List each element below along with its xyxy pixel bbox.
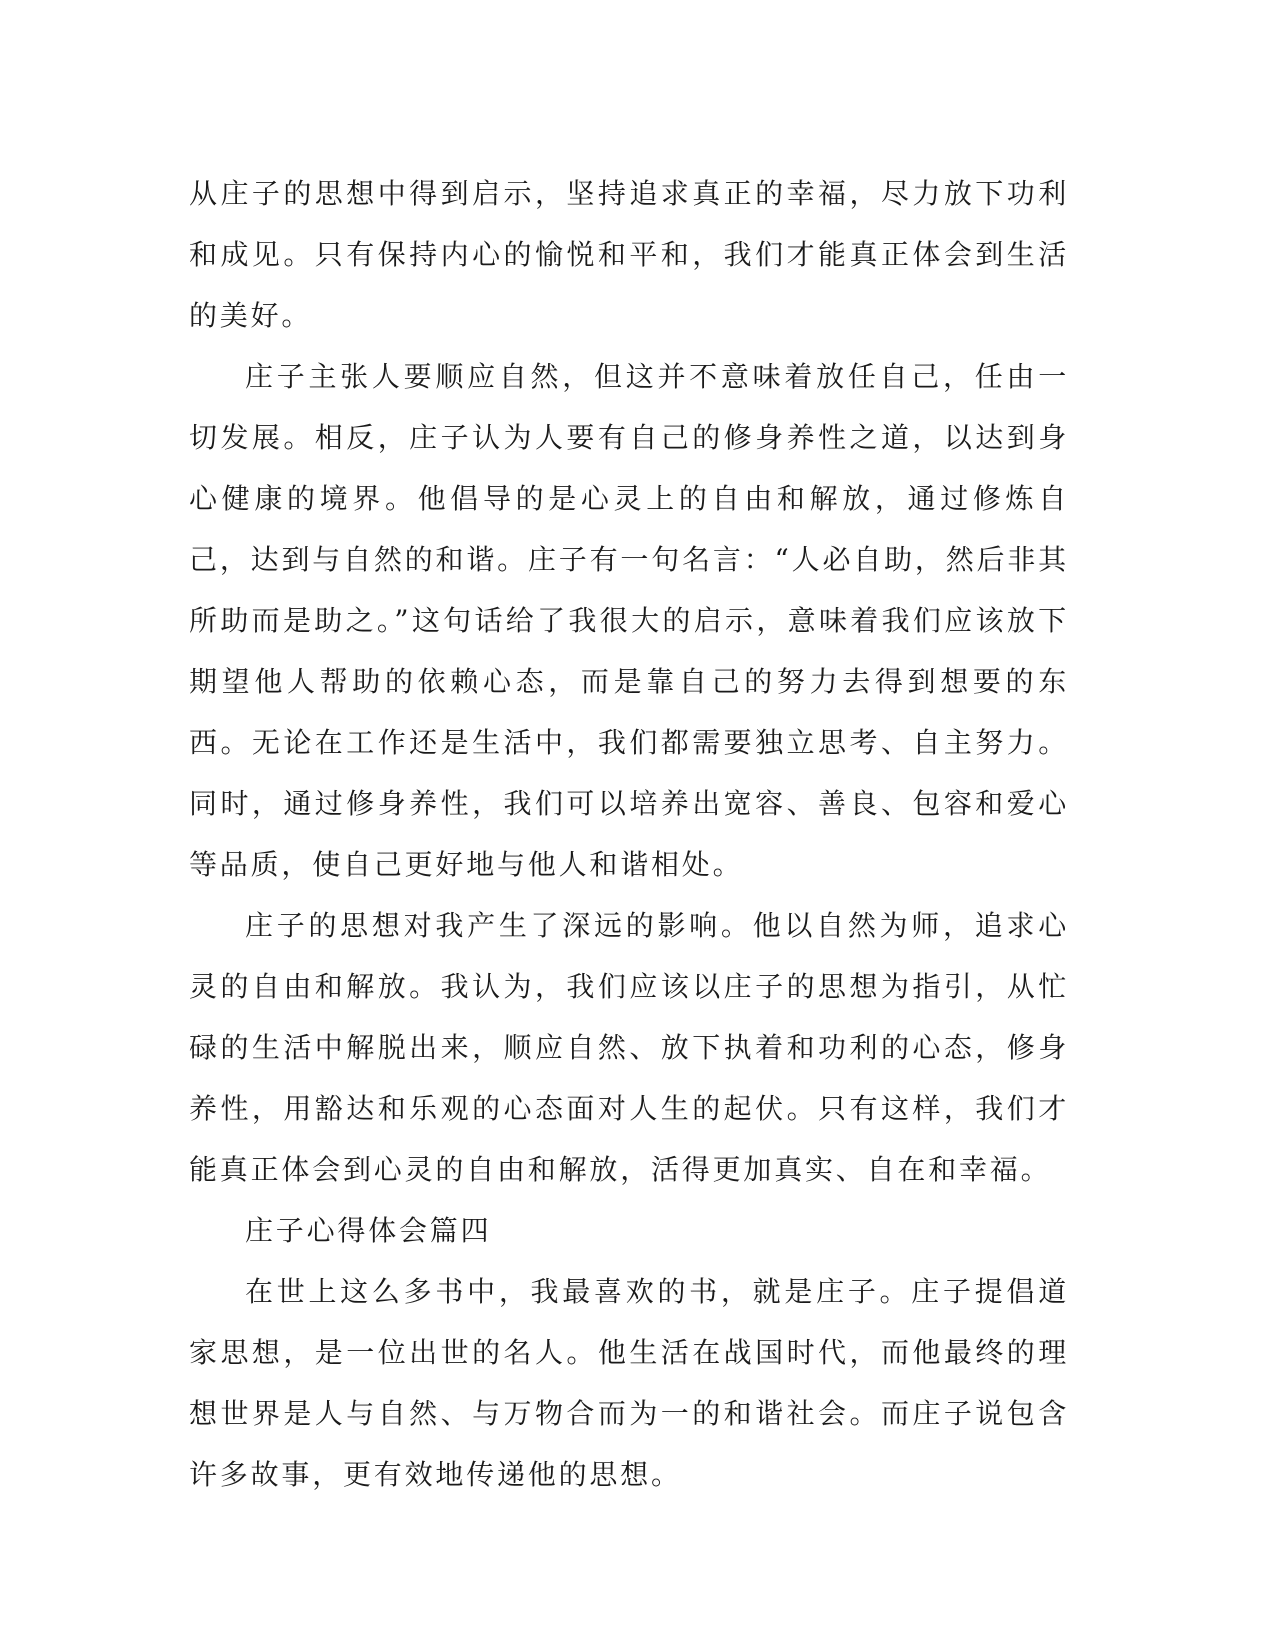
section-heading: 庄子心得体会篇四 [245,1214,492,1247]
paragraph-continued: 从庄子的思想中得到启示，坚持追求真正的幸福，尽力放下功利和成见。只有保持内心的愉悦和平和，我们才能真正体会到生活的美好。 [189,177,1069,332]
paragraph-favorite-book: 在世上这么多书中，我最喜欢的书，就是庄子。庄子提倡道家思想，是一位出世的名人。他生活在战国时代，而他最终的理想世界是人与自然、与万物合而为一的和谐社会。而庄子说包含许多故事，更有效地传递他的思想。 [189,1275,1069,1491]
paragraph-self-cultivation: 庄子主张人要顺应自然，但这并不意味着放任自己，任由一切发展。相反，庄子认为人要有自己的修身养性之道，以达到身心健康的境界。他倡导的是心灵上的自由和解放，通过修炼自己，达到与自然的和谐。庄子有一句名言：“人必自助，然后非其所助而是助之。”这句话给了我很大的启示，意味着我们应该放下期望他人帮助的依赖心态，而是靠自己的努力去得到想要的东西。无论在工作还是生活中，我们都需要独立思考、自主努力。同时，通过修身养性，我们可以培养出宽容、善良、包容和爱心等品质，使自己更好地与他人和谐相处。 [189,360,1069,881]
paragraph-influence: 庄子的思想对我产生了深远的影响。他以自然为师，追求心灵的自由和解放。我认为，我们应该以庄子的思想为指引，从忙碌的生活中解脱出来，顺应自然、放下执着和功利的心态，修身养性，用豁达和乐观的心态面对人生的起伏。只有这样，我们才能真正体会到心灵的自由和解放，活得更加真实、自在和幸福。 [189,909,1069,1186]
document-body [189,163,1069,1505]
